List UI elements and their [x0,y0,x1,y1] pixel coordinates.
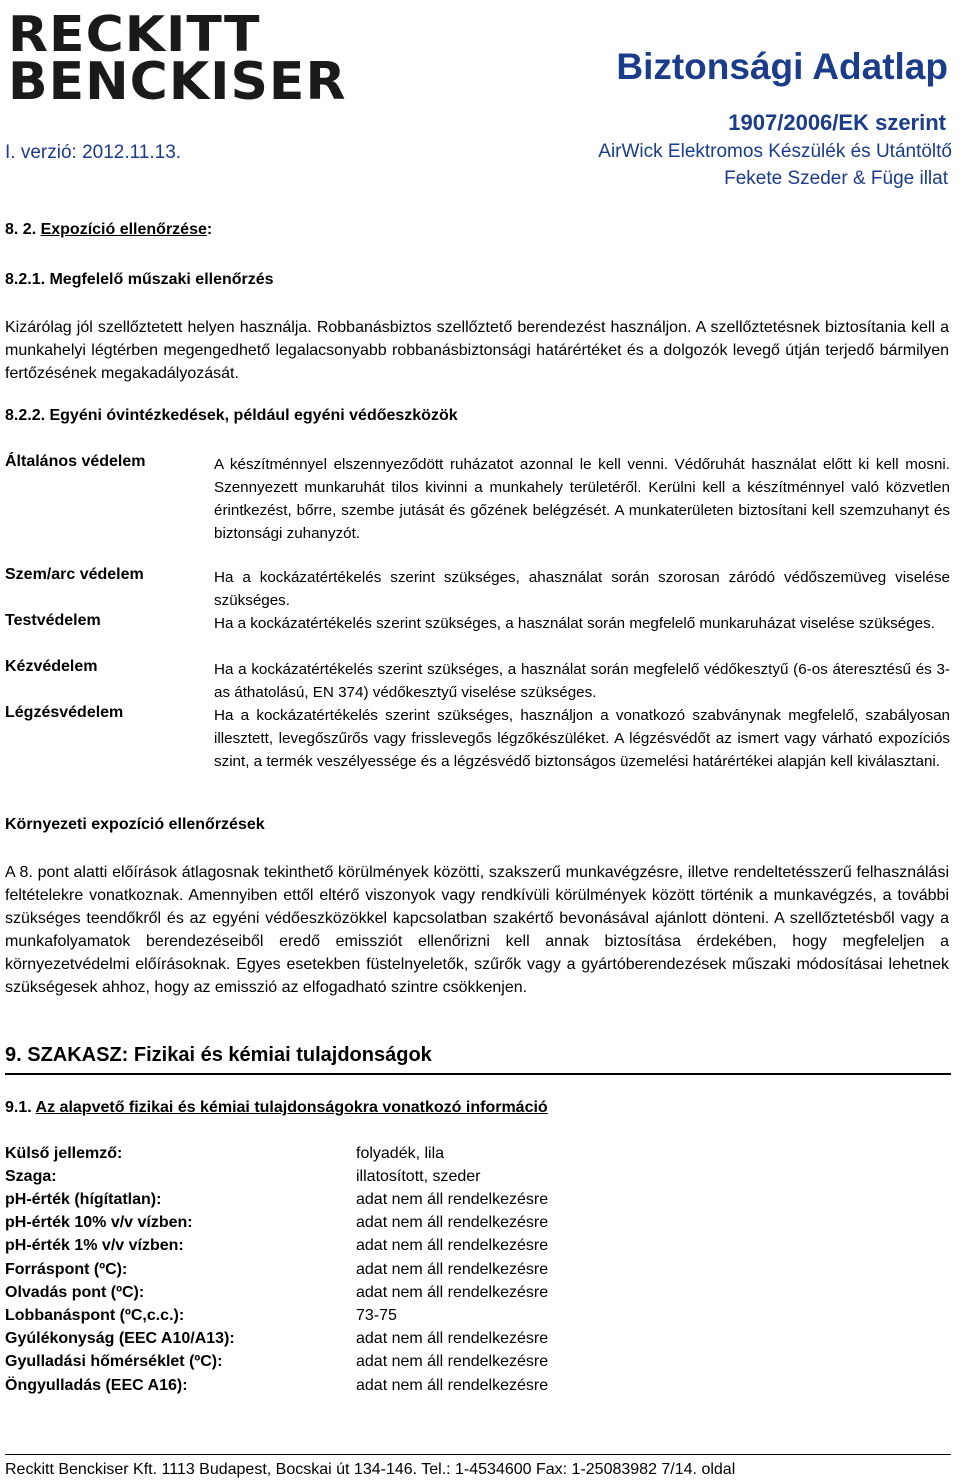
section-8-2-title: Expozíció ellenőrzése [40,221,207,238]
prop-label-flammability: Gyúlékonyság (EEC A10/A13): [5,1330,235,1347]
environmental-text: A 8. pont alatti előírások átlagosnak tekinthető körülmények közötti, szakszerű munkavégzésre, illetve rendeltetésszerű felhasználási feltételekre vonatkoznak. Amennyiben ettől eltérő viszonyok vagy rendkívüli körülmények között történik a munkavégzés, a további szükséges teendőkről és az egyéni védőeszközökkel kapcsolatban szakértő bevonásával ajánlott dönteni. A szellőztetésből vagy a munkafolyamatok berendezéseiből eredő emissziót ellenőrizni kell annak biztosítása érdekében, hogy megfeleljen a környezetvédelmi előírásoknak. Egyes esetekben füstelnyeletők, szűrők vagy a gyártóberendezések műszaki módosításai lehetnek szükségesek ahhoz, hogy az emisszió az elfogadható szintre csökkenjen. [5,864,949,996]
document-title: Biztonsági Adatlap [616,46,948,87]
pm-label-general: Általános védelem [5,453,146,470]
prop-value-ph-10: adat nem áll rendelkezésre [356,1214,549,1231]
pm-text-body: Ha a kockázatértékelés szerint szükséges, a használat során megfelelő munkaruházat viselése szükséges. [214,615,935,632]
pm-text-respiratory: Ha a kockázatértékelés szerint szükséges, használjon a vonatkozó szabványnak megfelelő, szabályosan illesztett, levegőszűrős vagy frisslevegős légzőkészüléket. A légzésvédőt az ismert vagy várható expozíciós szint, a termék veszélyessége és a légzésvédő biztonságos üzemelési határértékei alapján kell kiválasztani. [214,707,950,770]
logo-line-1: RECKITT [8,6,261,64]
section-8-2-heading [5,221,212,239]
prop-value-boiling-point: adat nem áll rendelkezésre [356,1261,549,1278]
section-divider [5,1073,951,1075]
section-9-1-number: 9.1. [5,1099,36,1116]
prop-label-melting-point: Olvadás pont (ºC): [5,1284,145,1301]
section-8-2-1-heading: 8.2.1. Megfelelő műszaki ellenőrzés [5,271,274,288]
prop-label-autoignition: Öngyulladás (EEC A16): [5,1377,188,1394]
prop-label-odour: Szaga: [5,1168,57,1185]
section-8-2-colon: : [206,221,213,238]
prop-value-odour: illatosított, szeder [356,1168,481,1185]
prop-label-boiling-point: Forráspont (ºC): [5,1261,128,1278]
section-9-1-heading [5,1099,548,1117]
prop-label-ph-undiluted: pH-érték (hígítatlan): [5,1191,162,1208]
prop-value-ph-undiluted: adat nem áll rendelkezésre [356,1191,549,1208]
pm-text-general: A készítménnyel elszennyeződött ruházatot azonnal le kell venni. Védőruhát használat előtt ki kell mosni. Szennyezett munkaruhát tilos kivinni a munkahely területéről. Kerülni kell a készítménnyel való közvetlen érintkezést, bőrre, szembe jutását és gőzének belégzését. A munkaterületen biztosítani kell szemzuhanyt és biztonsági zuhanyzót. [214,456,950,542]
prop-value-autoignition: adat nem áll rendelkezésre [356,1377,549,1394]
prop-value-ph-1: adat nem áll rendelkezésre [356,1237,549,1254]
prop-label-flash-point: Lobbanáspont (ºC,c.c.): [5,1307,185,1324]
section-8-2-2-heading: 8.2.2. Egyéni óvintézkedések, például egyéni védőeszközök [5,407,458,424]
pm-label-body: Testvédelem [5,612,101,629]
pm-label-eye-face: Szem/arc védelem [5,566,144,583]
logo-line-2: BENCKISER [8,52,347,112]
prop-label-ph-1: pH-érték 1% v/v vízben: [5,1237,184,1254]
prop-label-appearance: Külső jellemző: [5,1145,123,1162]
prop-value-melting-point: adat nem áll rendelkezésre [356,1284,549,1301]
company-logo [8,6,347,112]
prop-label-ignition-temp: Gyulladási hőmérséklet (ºC): [5,1353,223,1370]
section-9-heading: 9. SZAKASZ: Fizikai és kémiai tulajdonságok [5,1044,432,1066]
regulation-reference: 1907/2006/EK szerint [728,110,946,135]
pm-label-respiratory: Légzésvédelem [5,704,124,721]
prop-value-ignition-temp: adat nem áll rendelkezésre [356,1353,549,1370]
section-9-1-title: Az alapvető fizikai és kémiai tulajdonságokra vonatkozó információ [35,1099,548,1116]
product-variant: Fekete Szeder & Füge illat [724,168,948,189]
prop-value-flash-point: 73-75 [356,1307,397,1324]
environmental-heading: Környezeti expozíció ellenőrzések [5,816,265,833]
version-date: I. verzió: 2012.11.13. [5,142,182,163]
prop-value-flammability: adat nem áll rendelkezésre [356,1330,549,1347]
section-8-2-number: 8. 2. [5,221,41,238]
product-name: AirWick Elektromos Készülék és Utántöltő [598,141,952,162]
prop-value-appearance: folyadék, lila [356,1145,445,1162]
prop-label-ph-10: pH-érték 10% v/v vízben: [5,1214,193,1231]
pm-text-hand: Ha a kockázatértékelés szerint szükséges, a használat során megfelelő védőkesztyű (6-os áteresztésű és 3-as áthatolású, EN 374) védőkesztyű viselése szükséges. [214,661,950,701]
section-8-2-1-text: Kizárólag jól szellőztetett helyen használja. Robbanásbiztos szellőztető berendezést használjon. A szellőztetésnek biztosítania kell a munkahelyi légtérben megengedhető legalacsonyabb robbanásbiztonsági határértéket és a dolgozók levegő útján terjedő bármilyen fertőzésének megakadályozását. [5,319,949,382]
pm-text-eye-face: Ha a kockázatértékelés szerint szükséges, ahasználat során szorosan záródó védőszemüveg viselése szükséges. [214,569,950,609]
footer-text: Reckitt Benckiser Kft. 1113 Budapest, Bocskai út 134-146. Tel.: 1-4534600 Fax: 1-25083982 7/14. oldal [5,1461,736,1478]
footer-divider [5,1454,951,1455]
pm-label-hand: Kézvédelem [5,658,98,675]
